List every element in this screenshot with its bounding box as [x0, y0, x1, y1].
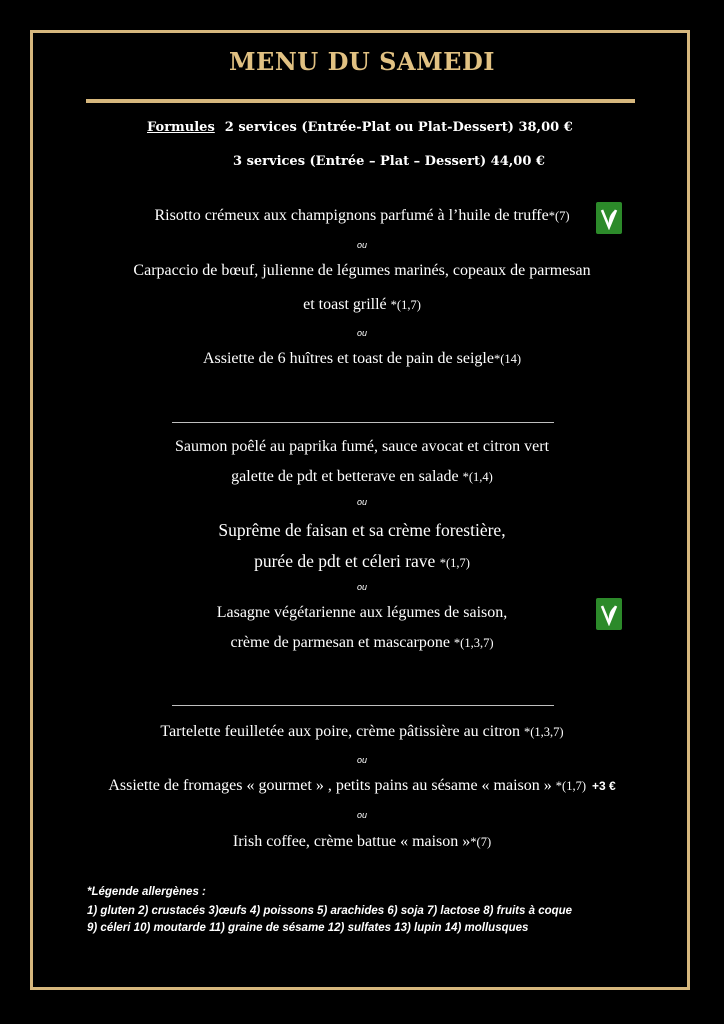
separator-ou: ou: [356, 497, 367, 507]
dish-text: crème de parmesan et mascarpone: [230, 634, 450, 651]
allergen-codes: *(1,4): [462, 470, 493, 484]
entree-carpaccio-line2: [0, 296, 724, 314]
dish-text: Assiette de fromages « gourmet » , petits pains au sésame « maison »: [108, 777, 552, 794]
allergen-codes: *(7): [470, 835, 492, 849]
legend-title: *Légende allergènes :: [87, 886, 206, 898]
allergen-codes: *(14): [493, 352, 522, 366]
formule-2-text: 2 services (Entrée-Plat ou Plat-Dessert) 38,00 €: [224, 120, 573, 135]
formule-2-services: [147, 120, 573, 135]
title-underline: [86, 99, 635, 103]
formules-label: Formules: [147, 120, 215, 135]
separator-ou: ou: [356, 755, 367, 765]
plat-faisan-line1: Suprême de faisan et sa crème forestière,: [218, 520, 506, 540]
separator-ou: ou: [356, 328, 367, 338]
dish-text: purée de pdt et céleri rave: [254, 551, 436, 571]
plat-saumon-line2: [0, 468, 724, 486]
plat-faisan-line2: [0, 551, 724, 572]
dish-text: Risotto crémeux aux champignons parfumé à l’huile de truffe: [154, 207, 549, 224]
dessert-fromages: [0, 777, 724, 795]
plat-lasagne-line2: [0, 634, 724, 652]
section-divider: [172, 705, 554, 706]
vegetarian-leaf-icon: [596, 202, 622, 234]
separator-ou: ou: [356, 810, 367, 820]
vegetarian-leaf-icon: [596, 598, 622, 630]
allergen-codes: *(1,7): [555, 779, 586, 793]
page-title: MENU DU SAMEDI: [228, 47, 496, 76]
dish-text: et toast grillé: [303, 296, 387, 313]
legend-line-2: 9) céleri 10) moutarde 11) graine de sésame 12) sulfates 13) lupin 14) mollusques: [87, 922, 529, 934]
allergen-codes: *(1,7): [439, 556, 470, 570]
dish-text: galette de pdt et betterave en salade: [231, 468, 459, 485]
plat-lasagne-line1: Lasagne végétarienne aux légumes de saison,: [216, 604, 508, 621]
dessert-irish-coffee: [0, 833, 724, 851]
section-divider: [172, 422, 554, 423]
dessert-tartelette: [0, 723, 724, 741]
supplement-price: +3 €: [591, 779, 616, 793]
entree-carpaccio-line1: Carpaccio de bœuf, julienne de légumes marinés, copeaux de parmesan: [133, 262, 591, 279]
dish-text: Assiette de 6 huîtres et toast de pain de seigle: [202, 350, 494, 367]
entree-huitres: [0, 350, 724, 368]
dish-text: Irish coffee, crème battue « maison »: [232, 833, 471, 850]
separator-ou: ou: [356, 240, 367, 250]
allergen-codes: *(1,7): [390, 298, 421, 312]
legend-line-1: 1) gluten 2) crustacés 3)œufs 4) poissons 5) arachides 6) soja 7) lactose 8) fruits à coque: [87, 905, 573, 917]
separator-ou: ou: [356, 582, 367, 592]
dish-text: Tartelette feuilletée aux poire, crème pâtissière au citron: [160, 723, 520, 740]
formule-3-services: 3 services (Entrée – Plat – Dessert) 44,00 €: [233, 154, 545, 169]
plat-saumon-line1: Saumon poêlé au paprika fumé, sauce avocat et citron vert: [174, 438, 550, 455]
allergen-codes: *(7): [548, 209, 570, 223]
allergen-codes: *(1,3,7): [453, 636, 494, 650]
allergen-codes: *(1,3,7): [524, 725, 564, 739]
